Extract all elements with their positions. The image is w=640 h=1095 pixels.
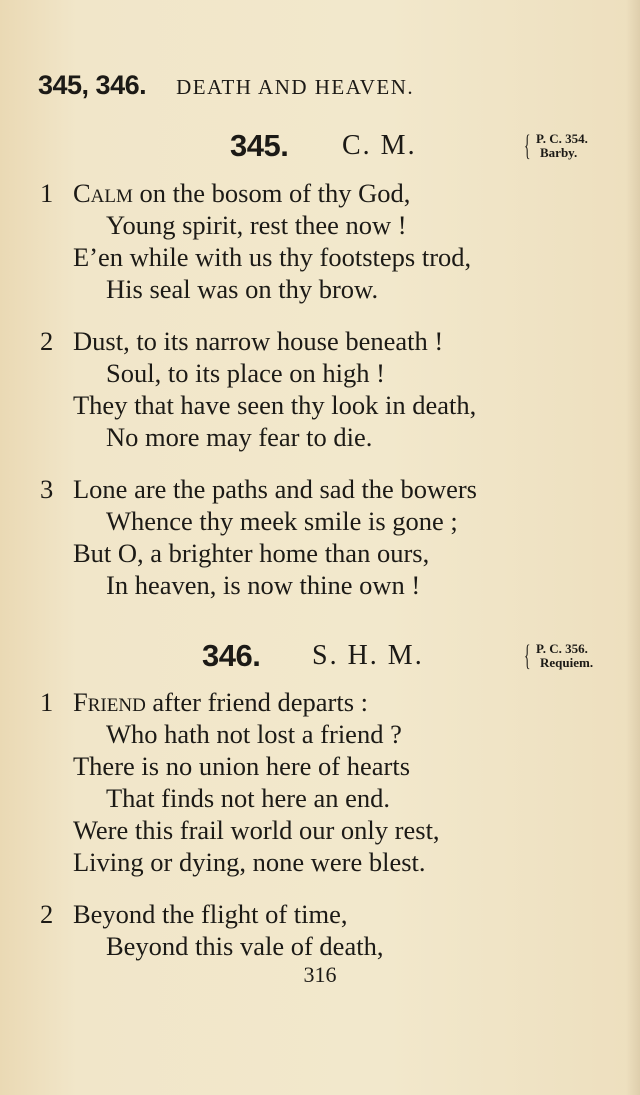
verse-line: His seal was on thy brow. bbox=[106, 274, 379, 304]
stanza-number: 1 bbox=[40, 687, 54, 717]
verse-line-rest: on the bosom of thy God, bbox=[132, 178, 411, 208]
page-edge-shadow bbox=[626, 0, 640, 1095]
verse-line: Living or dying, none were blest. bbox=[73, 847, 426, 877]
verse-line-rest: after friend departs : bbox=[145, 687, 368, 717]
brace-icon: { bbox=[524, 129, 531, 162]
page-number: 316 bbox=[303, 962, 337, 987]
verse-line: There is no union here of hearts bbox=[73, 751, 411, 781]
hymn-345-heading bbox=[0, 128, 640, 168]
verse-line: They that have seen thy look in death, bbox=[73, 390, 477, 420]
verse-line: Dust, to its narrow house beneath ! bbox=[73, 326, 444, 356]
hymn-345-meter: C. M. bbox=[342, 130, 417, 161]
running-header bbox=[38, 70, 598, 101]
verse-line bbox=[73, 686, 368, 718]
verse-line: E’en while with us thy footsteps trod, bbox=[73, 242, 472, 272]
verse-line: Beyond this vale of death, bbox=[106, 931, 384, 961]
verse-line: In heaven, is now thine own ! bbox=[106, 570, 421, 600]
stanza-number: 2 bbox=[40, 899, 54, 929]
header-hymn-numbers: 345, 346. bbox=[38, 70, 147, 100]
verse-line: Young spirit, rest thee now ! bbox=[106, 210, 407, 240]
verse-line: Who hath not lost a friend ? bbox=[106, 719, 402, 749]
hymn-345-number: 345. bbox=[230, 128, 289, 163]
stanza-number: 3 bbox=[40, 474, 54, 504]
tune-ref: P. C. 354. bbox=[536, 131, 588, 146]
verse-line: That finds not here an end. bbox=[106, 783, 391, 813]
hymn-346-tune-reference bbox=[524, 639, 594, 672]
verse-line: Soul, to its place on high ! bbox=[106, 358, 385, 388]
hymn-346-heading bbox=[0, 638, 640, 678]
tune-name: Barby. bbox=[540, 145, 578, 160]
hymn-346-meter: S. H. M. bbox=[312, 640, 424, 671]
verse-line: No more may fear to die. bbox=[106, 422, 373, 452]
stanza-number: 1 bbox=[40, 178, 54, 208]
hymn-346-number: 346. bbox=[202, 638, 261, 673]
header-title: DEATH AND HEAVEN. bbox=[176, 75, 415, 99]
first-word-small-caps: Friend bbox=[73, 687, 146, 717]
verse-line: But O, a brighter home than ours, bbox=[73, 538, 430, 568]
verse-line: Whence thy meek smile is gone ; bbox=[106, 506, 458, 536]
verse-line: Lone are the paths and sad the bowers bbox=[73, 474, 477, 504]
verse-line bbox=[73, 177, 410, 209]
brace-icon: { bbox=[524, 639, 531, 672]
verse-line: Were this frail world our only rest, bbox=[73, 815, 440, 845]
verse-line: Beyond the flight of time, bbox=[73, 899, 348, 929]
hymn-345-tune-reference bbox=[524, 129, 588, 162]
tune-ref: P. C. 356. bbox=[536, 641, 588, 656]
stanza-number: 2 bbox=[40, 326, 54, 356]
first-word-small-caps: Calm bbox=[73, 178, 133, 208]
tune-name: Requiem. bbox=[540, 655, 594, 670]
